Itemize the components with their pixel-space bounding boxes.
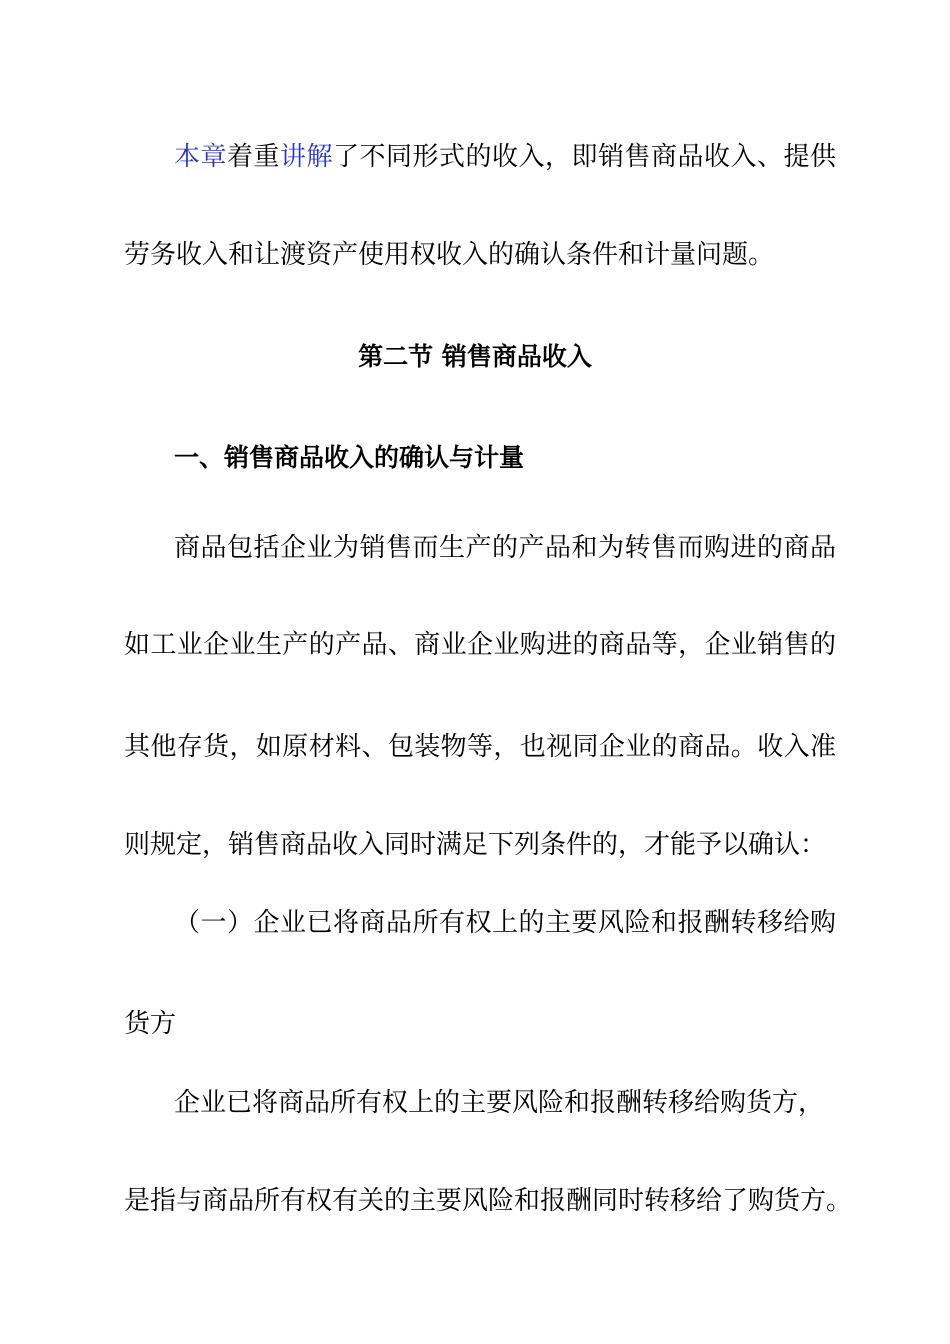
intro-line-1 bbox=[174, 141, 836, 173]
chapter-link[interactable]: 本章 bbox=[174, 142, 227, 172]
explain-link[interactable]: 讲解 bbox=[280, 142, 333, 172]
paragraph1-line-3: 其他存货，如原材料、包装物等，也视同企业的商品。收入准 bbox=[124, 732, 836, 762]
intro-text-1: 着重 bbox=[227, 142, 280, 172]
subsection-title: 一、销售商品收入的确认与计量 bbox=[174, 443, 525, 472]
intro-line-2: 劳务收入和让渡资产使用权收入的确认条件和计量问题。 bbox=[124, 240, 775, 270]
condition1-line-2: 货方 bbox=[124, 1009, 177, 1039]
paragraph1-line-2: 如工业企业生产的产品、商业企业购进的商品等，企业销售的 bbox=[124, 630, 836, 660]
paragraph2-line-1: 企业已将商品所有权上的主要风险和报酬转移给购货方， bbox=[174, 1088, 825, 1118]
condition1-line-1: （一）企业已将商品所有权上的主要风险和报酬转移给购 bbox=[174, 908, 836, 938]
paragraph1-line-4: 则规定，销售商品收入同时满足下列条件的，才能予以确认： bbox=[124, 830, 827, 860]
intro-text-2: 了不同形式的收入，即销售商品收入、提供 bbox=[333, 142, 836, 172]
paragraph1-line-1: 商品包括企业为销售而生产的产品和为转售而购进的商品 bbox=[174, 533, 836, 563]
paragraph2-line-2: 是指与商品所有权有关的主要风险和报酬同时转移给了购货方。 bbox=[124, 1186, 853, 1216]
section-title: 第二节 销售商品收入 bbox=[358, 342, 592, 371]
